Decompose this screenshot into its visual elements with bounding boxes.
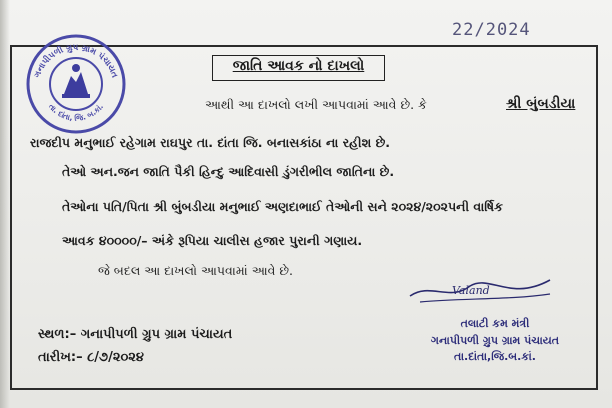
body-line-1: આથી આ દાખલો લખી આપવામાં આવે છે. કે: [205, 97, 427, 112]
body-line-2: રાજદીપ મનુભાઈ રહેગામ રાઘપુર તા. દાંતા જિ. બનાસકાંઠા ના રહીશ છે.: [30, 135, 391, 150]
signatory-office: ગનાપીપળી ગ્રુપ ગ્રામ પંચાયત: [430, 334, 560, 347]
signatory-taluka: તા.દાંતા,જિ.બ.કાં.: [454, 350, 536, 363]
body-line-5: આવક ૪૦૦૦૦/– અંકે રૂપિયા ચાલીસ હજાર પુરાની ગણાય.: [62, 233, 363, 248]
signatory-designation: તલાટી કમ મંત્રી: [460, 317, 530, 330]
serial-number: 22/2024: [452, 20, 531, 40]
body-line-4: તેઓના પતિ/પિતા શ્રી બુંબડીયા મનુભાઈ અણદાભાઈ તેઓની સને ૨૦૨૪/૨૦૨૫ની વાર્ષિક: [62, 199, 503, 214]
certificate-title: જાતિ આવક નો દાખલો: [232, 58, 365, 74]
stamp-text-top: ગનાપીપળી ગ્રુપ ગ્રામ પંચાયત: [32, 42, 120, 80]
signature-scrawl: Valand: [452, 284, 490, 297]
page-edge-shadow: [0, 0, 10, 408]
body-line-6: જે બદલ આ દાખલો આપવામાં આવે છે.: [98, 263, 294, 278]
stamp-text-bottom: તા. દાંતા, જિ. બ.કાં.: [46, 101, 106, 123]
panchayat-seal-stamp: [24, 32, 128, 136]
place-field: સ્થળ:– ગનાપીપળી ગ્રુપ ગ્રામ પંચાયત: [38, 327, 233, 342]
emblem-icon: [62, 64, 90, 98]
body-line-1-name: શ્રી બુંબડીયા: [506, 96, 576, 112]
signature: [400, 272, 560, 308]
body-line-3: તેઓ અન.જન જાતિ પૈકી હિન્દુ આદિવાસી ડુંગરીભીલ જાતિના છે.: [62, 164, 395, 179]
date-field: તારીખ:– ૮/૭/૨૦૨૪: [38, 350, 144, 365]
